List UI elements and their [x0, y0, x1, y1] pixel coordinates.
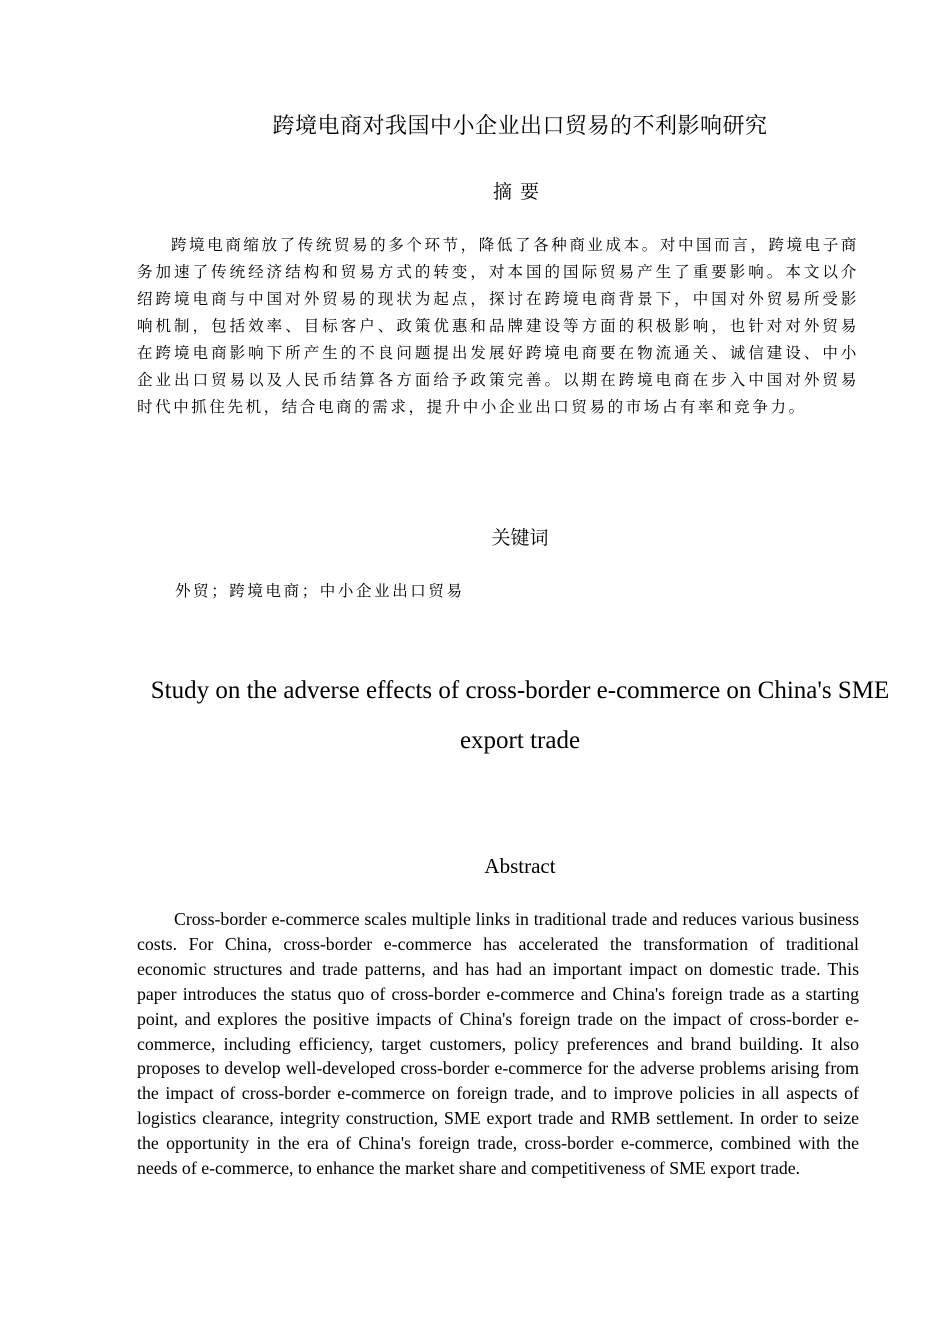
english-abstract-text: Cross-border e-commerce scales multiple links in traditional trade and reduces various business costs. For China, cross-border e-commerce has accelerated the transformation of traditional economic structures and trade patterns, and has had an important impact on domestic trade. This paper introduces the status quo of cross-border e-commerce and China's foreign trade as a starting point, and explores the positive impacts of China's foreign trade on the impact of cross-border e-commerce, including efficiency, target customers, policy preferences and brand building. It also proposes to develop well-developed cross-border e-commerce for the adverse problems arising from the impact of cross-border e-commerce on foreign trade, and to improve policies in all aspects of logistics clearance, integrity construction, SME export trade and RMB settlement. In order to seize the opportunity in the era of China's foreign trade, cross-border e-commerce, combined with the needs of e-commerce, to enhance the market share and competitiveness of SME export trade. — [137, 909, 859, 1179]
chinese-keywords-heading: 关键词 — [491, 527, 549, 549]
chinese-keywords: 外贸；跨境电商；中小企业出口贸易 — [175, 582, 465, 600]
english-abstract-heading: Abstract — [484, 854, 556, 878]
english-title: Study on the adverse effects of cross-border e-commerce on China's SME export trade — [150, 677, 890, 754]
chinese-abstract-heading: 摘要 — [492, 181, 547, 203]
chinese-abstract-text: 跨境电商缩放了传统贸易的多个环节，降低了各种商业成本。对中国而言，跨境电子商务加速了传统经济结构和贸易方式的转变，对本国的国际贸易产生了重要影响。本文以介绍跨境电商与中国对外贸易的现状为起点，探讨在跨境电商背景下，中国对外贸易所受影响机制，包括效率、目标客户、政策优惠和品牌建设等方面的积极影响，也针对对外贸易在跨境电商影响下所产生的不良问题提出发展好跨境电商要在物流通关、诚信建设、中小企业出口贸易以及人民币结算各方面给予政策完善。以期在跨境电商在步入中国对外贸易时代中抓住先机，结合电商的需求，提升中小企业出口贸易的市场占有率和竞争力。 — [137, 236, 859, 416]
chinese-title: 跨境电商对我国中小企业出口贸易的不利影响研究 — [272, 114, 768, 139]
